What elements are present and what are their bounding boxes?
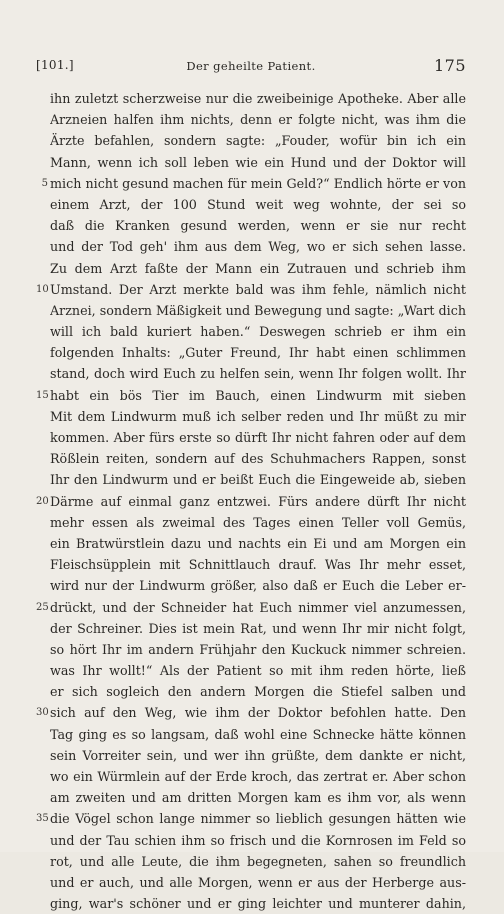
text-line [36,872,466,893]
text-line [36,554,466,575]
line-text: folgenden Inhalts: „Guter Freund, Ihr habt einen schlimmen [50,345,466,361]
line-text: drückt, und der Schneider hat Euch nimmer viel anzumessen, [50,599,466,615]
line-text: Fleischsüpplein mit Schnittlauch drauf. Was Ihr mehr esset, [50,557,466,573]
line-text: und der Tau schien ihm so frisch und die Kornrosen im Feld so [50,832,466,848]
page-header [36,58,466,80]
line-number: 15 [36,389,49,401]
page-number: 175 [433,56,466,75]
line-text: der Schreiner. Dies ist mein Rat, und wenn Ihr mir nicht folgt, [50,620,466,636]
line-text: einem Arzt, der 100 Stund weit weg wohnte, der sei so [50,196,466,212]
line-number: 20 [36,495,49,507]
text-line [36,342,466,363]
text-line [36,808,466,829]
line-text: ein Bratwürstlein dazu und nachts ein Ei und am Morgen ein [50,535,466,551]
line-text: stand, doch wird Euch zu helfen sein, wenn Ihr folgen wollt. Ihr [50,366,466,382]
text-line [36,787,466,808]
text-line [36,766,466,787]
line-text: Rößlein reiten, sondern auf des Schuhmachers Rappen, sonst [50,451,466,467]
text-line [36,152,466,173]
line-text: Därme auf einmal ganz entzwei. Fürs andere dürft Ihr nicht [50,493,466,509]
line-text: Ihr den Lindwurm und er beißt Euch die Eingeweide ab, sieben [50,472,466,488]
text-line [36,491,466,512]
text-line [36,321,466,342]
line-text: mehr essen als zweimal des Tages einen Teller voll Gemüs, [50,514,466,530]
text-line [36,236,466,257]
line-text: wo ein Würmlein auf der Erde kroch, das zertrat er. Aber schon [50,769,466,784]
line-text: und der Tod geh' ihm aus dem Weg, wo er sich sehen lasse. [50,239,466,255]
line-text: mich nicht gesund machen für mein Geld?“ Endlich hörte er von [50,175,466,191]
line-text: ging, war's schöner und er ging leichter und munterer dahin, [50,896,466,912]
text-line [36,363,466,384]
line-text: Ärzte befahlen, sondern sagte: „Fouder, wofür bin ich ein [50,133,466,149]
line-text: Mit dem Lindwurm muß ich selber reden und Ihr müßt zu mir [50,408,466,424]
text-line [36,681,466,702]
line-text: kommen. Aber fürs erste so dürft Ihr nicht fahren oder auf dem [50,430,466,445]
text-line [36,533,466,554]
line-text: Umstand. Der Arzt merkte bald was ihm fehle, nämlich nicht [50,281,466,297]
text-line [36,745,466,766]
running-title: Der geheilte Patient. [186,59,316,73]
line-number: 35 [36,813,49,825]
text-line [36,639,466,660]
line-text: ihn zuletzt scherzweise nur die zweibeinige Apotheke. Aber alle [50,91,466,106]
line-text: Arznei, sondern Mäßigkeit und Bewegung und sagte: „Wart dich [50,302,466,318]
line-text: habt ein bös Tier im Bauch, einen Lindwurm mit sieben [50,387,466,403]
text-line [36,300,466,321]
text-line [36,851,466,872]
line-text: Mann, wenn ich soll leben wie ein Hund und der Doktor will [50,154,466,170]
line-text: Zu dem Arzt faßte der Mann ein Zutrauen und schrieb ihm [50,260,466,276]
text-line [36,830,466,851]
line-text: daß die Kranken gesund werden, wenn er sie nur recht [50,218,466,234]
line-text: so hört Ihr im andern Frühjahr den Kuckuck nimmer schreien. [50,641,466,657]
body-text [36,88,466,914]
line-number: 5 [41,177,48,189]
line-text: am zweiten und am dritten Morgen kam es ihm vor, als wenn [50,790,466,806]
line-text: sich auf den Weg, wie ihm der Doktor befohlen hatte. Den [50,705,466,721]
text-line [36,597,466,618]
line-text: die Vögel schon lange nimmer so lieblich gesungen hätten wie [50,811,466,827]
line-text: Tag ging es so langsam, daß wohl eine Schnecke hätte können [50,726,466,742]
text-line [36,618,466,639]
line-text: rot, und alle Leute, die ihm begegneten, sahen so freundlich [50,853,466,869]
text-line [36,279,466,300]
text-line [36,88,466,109]
text-line [36,575,466,596]
page-reference: [101.] [36,58,74,72]
line-number: 25 [36,601,49,613]
text-line [36,215,466,236]
text-line [36,109,466,130]
line-number: 10 [36,283,49,295]
text-line [36,469,466,490]
text-line [36,660,466,681]
text-line [36,194,466,215]
text-line [36,702,466,723]
line-text: sein Vorreiter sein, und wer ihn grüßte, dem dankte er nicht, [50,747,466,763]
line-text: und er auch, und alle Morgen, wenn er aus der Herberge aus- [50,874,466,890]
line-text: was Ihr wollt!“ Als der Patient so mit ihm reden hörte, ließ [50,663,466,679]
text-line [36,512,466,533]
text-line [36,724,466,745]
text-line [36,258,466,279]
line-text: er sich sogleich den andern Morgen die Stiefel salben und [50,684,466,700]
text-line [36,130,466,151]
text-line [36,427,466,448]
text-line [36,448,466,469]
text-line [36,893,466,914]
line-text: Arzneien halfen ihm nichts, denn er folgte nicht, was ihm die [50,112,466,128]
line-text: wird nur der Lindwurm größer, also daß er Euch die Leber er- [50,578,466,594]
text-line [36,406,466,427]
line-number: 30 [36,707,49,719]
line-text: will ich bald kuriert haben.“ Deswegen schrieb er ihm ein [50,324,466,340]
text-line [36,385,466,406]
text-line [36,173,466,194]
